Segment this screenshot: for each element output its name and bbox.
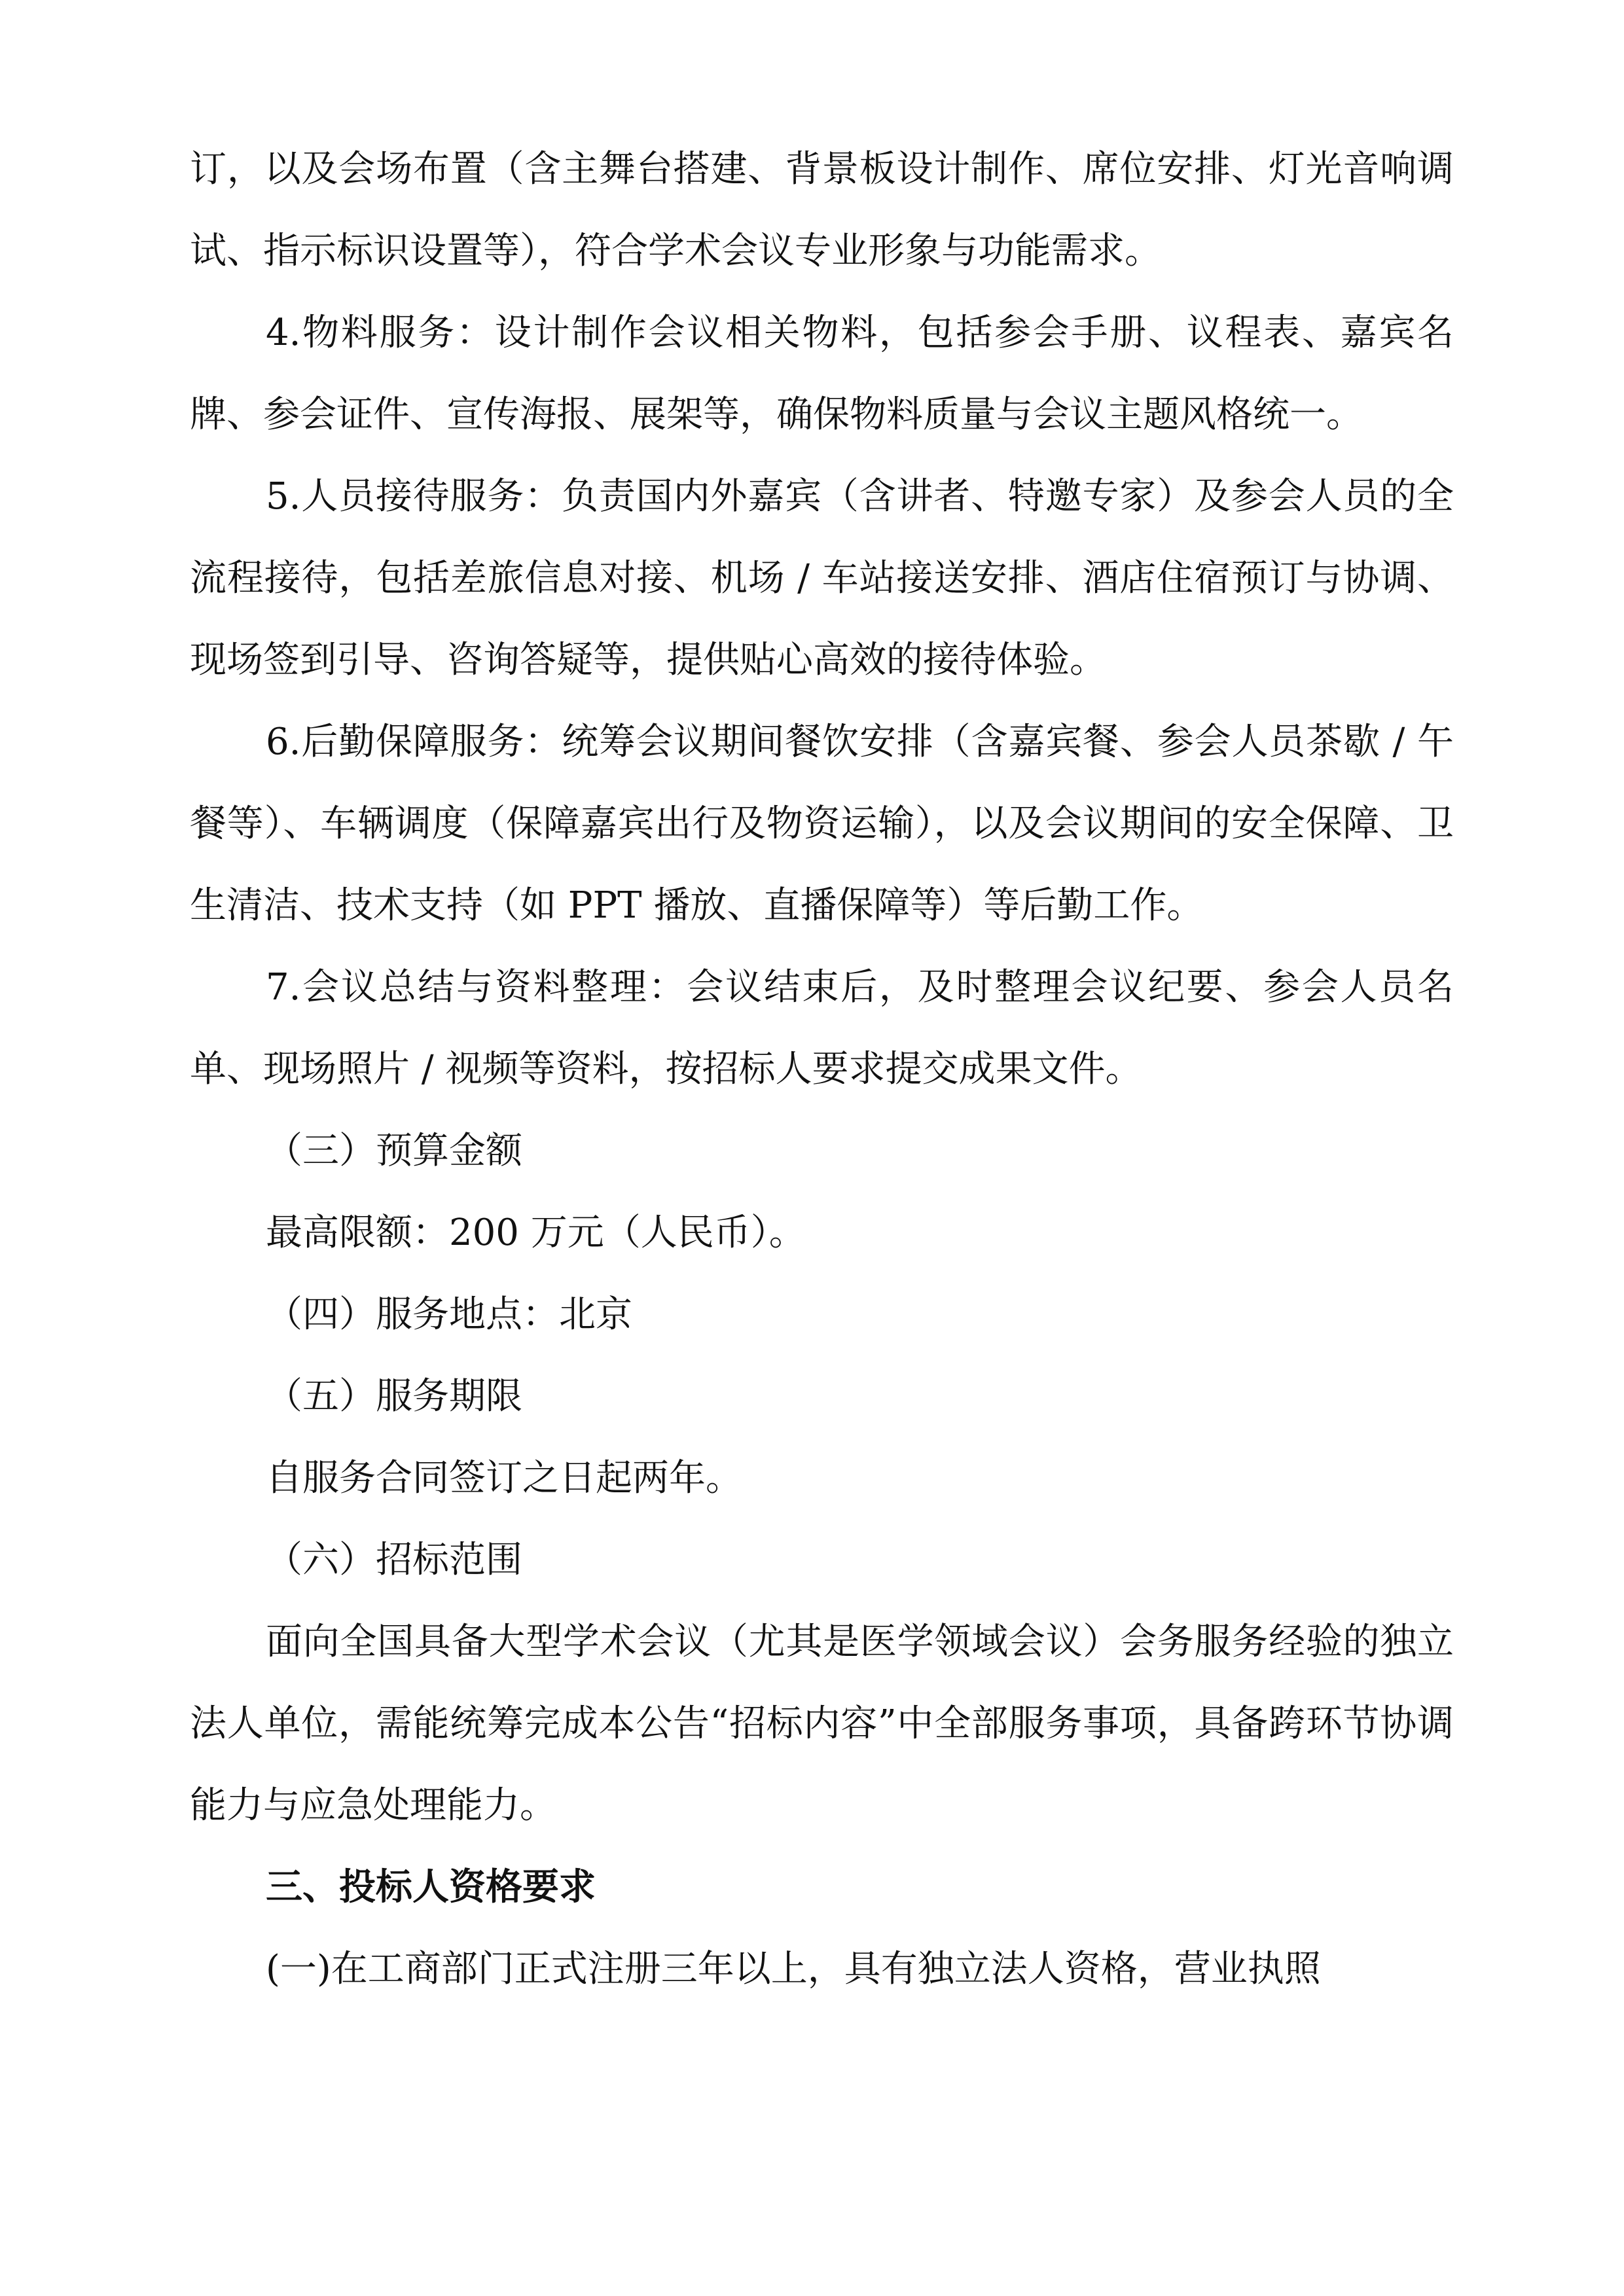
paragraph-venue-layout-continued: 订，以及会场布置（含主舞台搭建、背景板设计制作、席位安排、灯光音响调试、指示标识设置等），符合学术会议专业形象与功能需求。 [190, 148, 1454, 272]
paragraph-materials-service: 4.物料服务：设计制作会议相关物料，包括参会手册、议程表、嘉宾名牌、参会证件、宣传海报、展架等，确保物料质量与会议主题风格统一。 [190, 312, 1454, 436]
paragraph-logistics-service: 6.后勤保障服务：统筹会议期间餐饮安排（含嘉宾餐、参会人员茶歇 / 午餐等）、车辆调度（保障嘉宾出行及物资运输），以及会议期间的安全保障、卫生清洁、技术支持（如 PPT 播放、直播保障等）等后勤工作。 [190, 721, 1454, 927]
paragraph-summary-service: 7.会议总结与资料整理：会议结束后，及时整理会议纪要、参会人员名单、现场照片 / 视频等资料，按招标人要求提交成果文件。 [190, 966, 1454, 1090]
section-budget-heading: （三）预算金额 [266, 1130, 522, 1172]
paragraph-budget-limit: 最高限额：200 万元（人民币）。 [266, 1211, 806, 1254]
paragraph-qualification-1: (一)在工商部门正式注册三年以上，具有独立法人资格，营业执照 [266, 1948, 1321, 1990]
section-bidding-scope-heading: （六）招标范围 [266, 1539, 522, 1581]
paragraph-bidding-scope: 面向全国具备大型学术会议（尤其是医学领域会议）会务服务经验的独立法人单位，需能统筹完成本公告“招标内容”中全部服务事项，具备跨环节协调能力与应急处理能力。 [190, 1621, 1454, 1827]
section-bidder-qualification-heading: 三、投标人资格要求 [266, 1866, 596, 1909]
paragraph-service-term: 自服务合同签订之日起两年。 [266, 1457, 742, 1499]
paragraph-reception-service: 5.人员接待服务：负责国内外嘉宾（含讲者、特邀专家）及参会人员的全流程接待，包括差旅信息对接、机场 / 车站接送安排、酒店住宿预订与协调、现场签到引导、咨询答疑等，提供贴心高效的接待体验。 [190, 475, 1454, 681]
section-service-term-heading: （五）服务期限 [266, 1375, 522, 1418]
section-service-location: （四）服务地点：北京 [266, 1293, 632, 1336]
